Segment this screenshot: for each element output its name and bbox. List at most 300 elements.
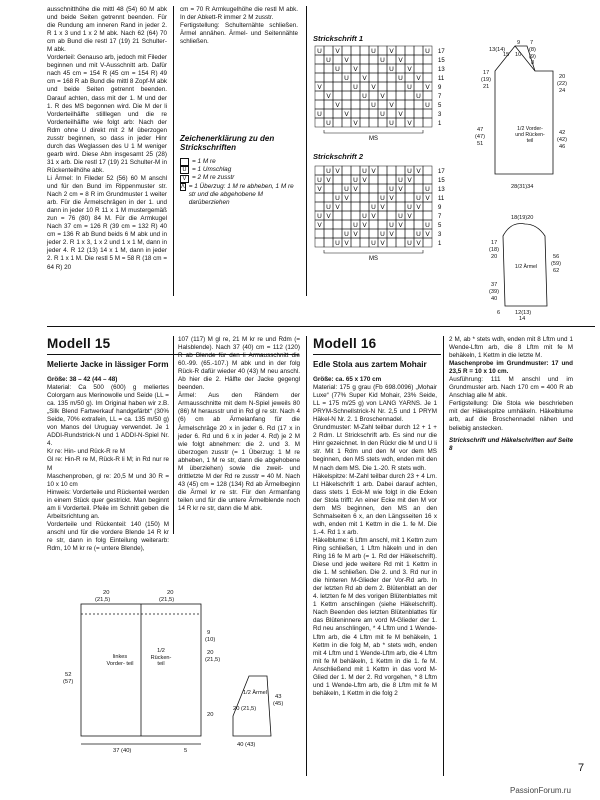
row-number: 7 [438, 214, 442, 220]
stitch-symbol: U [407, 240, 412, 247]
stitch-symbol: V [362, 75, 367, 82]
chart-cell [324, 64, 333, 73]
k2tog-symbol-icon: V [180, 175, 189, 183]
chart-cell [351, 55, 360, 64]
chart-cell [333, 184, 342, 193]
paragraph: Grundmuster: M-Zahl teilbar durch 12 + 1 + 2 Rdm. Lt Strickschrift arb. Es sind nur die Hinr gezeichnet. In den Rückr die M und U li str. Mit 1 Rdm und den M vor dem MS beginnen, den MS stets wdh, enden mit den M nach dem MS. Die 1.-20. R stets wdh. [313, 424, 437, 472]
repeat-label: MS [369, 256, 378, 262]
front-back-label: 1/2 Vorder- und Rücken- teil [515, 126, 545, 144]
stitch-symbol: U [326, 204, 331, 211]
svg-text:9: 9 [517, 40, 521, 46]
stitch-symbol: V [425, 195, 430, 202]
chart1-title: Strickschrift 1 [313, 34, 364, 43]
svg-text:7: 7 [530, 40, 534, 46]
chart-cell [360, 55, 369, 64]
chart-cell [333, 73, 342, 82]
stitch-symbol: U [425, 48, 430, 55]
chart-cell [315, 100, 324, 109]
chart-cell [342, 91, 351, 100]
chart-cell [423, 55, 432, 64]
footer-watermark: PassionForum.ru [510, 786, 571, 795]
paragraph: Häkelspitze: M-Zahl teilbar durch 23 + 4 Lm. Lt Häkelschrift 1 arb. Dabei darauf achten, dass stets 1 Eck-M wie folgt in die Ecken der Stola trifft: An einer Ecke mit den M vor dem MS beginnen, den MS an den Schmalseiten 6 x, an den Längsseiten 16 x wdh, enden mit 1 Kettm in die 1. fe M. Die 1.-4. Rd 1 x arb. [313, 472, 437, 536]
stitch-symbol: V [371, 213, 376, 220]
sleeve-label: 1/2 Ärmel [243, 690, 267, 696]
stitch-symbol: V [389, 195, 394, 202]
chart-cell [351, 211, 360, 220]
stitch-symbol: U [416, 231, 421, 238]
chart-cell [414, 82, 423, 91]
chart-cell [360, 238, 369, 247]
chart-cell [369, 229, 378, 238]
knitting-chart-1 [313, 44, 453, 142]
svg-text:46: 46 [559, 144, 566, 150]
stitch-symbol: V [380, 240, 385, 247]
chart-cell [315, 202, 324, 211]
reference-note: Strickschrift und Häkelschriften auf Seite 8 [449, 436, 573, 452]
stitch-symbol: V [407, 120, 412, 127]
paragraph: Material: Ca 500 (600) g meliertes Colorgarn aus Merinowolle und Seide (LL = ca. 135 m/50 g). Im Original haben wir z.B. „Silk Blend Fartwerkauf handgefärbt“ (30% Seide, 70% extrafein, LL = ca. 135 m/50 g) von Manos del Uruguay verwendet. Je 1 ADDI-Rundstrick-N und 1 ADDI-N-Spiel Nr. 4. [47, 384, 169, 448]
svg-text:(21,5): (21,5) [205, 657, 221, 663]
svg-text:(47): (47) [475, 134, 485, 140]
chart-cell [423, 175, 432, 184]
paragraph: Maschenproben, gl re: 20,5 M und 30 R = 10 x 10 cm [47, 472, 169, 488]
chart-cell [324, 73, 333, 82]
top-text-col1 [47, 6, 167, 272]
stitch-symbol: V [335, 102, 340, 109]
chart-cell [396, 166, 405, 175]
stitch-symbol: U [380, 57, 385, 64]
top-text-col2 [180, 6, 298, 46]
stitch-symbol: V [317, 222, 322, 229]
chart-cell [369, 109, 378, 118]
svg-text:(8): (8) [529, 47, 536, 53]
svg-text:5: 5 [184, 748, 188, 754]
chart-cell [423, 91, 432, 100]
row-number: 9 [438, 85, 442, 91]
chart-cell [405, 91, 414, 100]
chart-cell [351, 73, 360, 82]
stitch-symbol: U [398, 177, 403, 184]
chart-cell [405, 193, 414, 202]
svg-text:8: 8 [531, 60, 535, 66]
row-number: 5 [438, 223, 442, 229]
paragraph: Vorderteil: Genauso arb, jedoch mit Fileder beginnen und mit V-Ausschnitt arb. Dafür nach 45 cm = 154 R (45 cm = 154 R) 49 cm = 168 R ab Bund die mittl 8 Zopf-M abk und beide Seiten getrennt beenden. Darauf achten, dass mit der 1. M und der 1. R des MS begonnen wird. Die M der li Vorderteilhälfte stilllegen und die re Vorderteilhälfte wie folgt arb: Nach der Rdm ohne U direkt mit 2 M überzogen zusstr beginnen, so dass in jeder Hinr durch das Weglassen des U 1 M weniger gearb wird. Diese Abn insgesamt 25 (28) 31 x arb. Die restl 17 (19) 21 Schulter-M in Rückenteilhöhe abk. [47, 54, 167, 174]
paragraph: ausschnitthöhe die mittl 48 (54) 60 M abk und beide Seiten getrennt beenden. Für die Rundung am inneren Rand in jeder 2. R 1 x 3 und 1 x 2 M abk. Nach 62 (64) 70 cm ab Bund die restl 17 (19) 21 Schulter-M abk. [47, 6, 167, 54]
chart-cell [351, 109, 360, 118]
chart-cell [369, 55, 378, 64]
chart-cell [369, 175, 378, 184]
chart-cell [396, 202, 405, 211]
stitch-symbol: U [389, 186, 394, 193]
stitch-symbol: U [407, 168, 412, 175]
chart-cell [405, 184, 414, 193]
stitch-symbol: V [416, 240, 421, 247]
chart-cell [378, 100, 387, 109]
chart-cell [405, 109, 414, 118]
chart-cell [324, 109, 333, 118]
stitch-symbol: V [353, 66, 358, 73]
stitch-symbol: U [326, 168, 331, 175]
chart-cell [342, 82, 351, 91]
chart-cell [378, 73, 387, 82]
legend-title: Zeichenerklärung zu den Strickschriften [180, 134, 275, 152]
chart-cell [414, 184, 423, 193]
row-number: 1 [438, 241, 442, 247]
svg-text:28(31)34: 28(31)34 [511, 184, 534, 190]
svg-text:62: 62 [553, 268, 560, 274]
skpo-symbol-icon: Ʌ [181, 183, 185, 190]
repeat-label: MS [369, 136, 378, 142]
chart-cell [378, 64, 387, 73]
chart-cell [414, 64, 423, 73]
stitch-symbol: U [362, 168, 367, 175]
svg-text:20: 20 [167, 590, 174, 596]
svg-text:37: 37 [491, 282, 498, 288]
chart-cell [333, 91, 342, 100]
chart-cell [396, 193, 405, 202]
legend-item: V = 2 M re zusstr [180, 174, 302, 182]
stitch-symbol: V [407, 177, 412, 184]
svg-text:(39): (39) [489, 289, 499, 295]
svg-text:6: 6 [497, 310, 501, 316]
chart-cell [342, 64, 351, 73]
stitch-symbol: U [425, 186, 430, 193]
chart-cell [324, 238, 333, 247]
stitch-symbol: V [398, 186, 403, 193]
stitch-symbol: U [371, 204, 376, 211]
chart-cell [342, 118, 351, 127]
front-label: linkes Vorder- teil [106, 654, 134, 667]
chart-cell [333, 82, 342, 91]
stitch-symbol: V [389, 231, 394, 238]
chart-cell [324, 193, 333, 202]
chart-cell [324, 184, 333, 193]
stitch-symbol: U [317, 213, 322, 220]
chart-cell [360, 64, 369, 73]
chart-cell [396, 100, 405, 109]
sleeve-label: 1/2 Ärmel [514, 264, 538, 270]
svg-text:56: 56 [553, 254, 560, 260]
paragraph: Hinweis: Vorderteile und Rückenteil werden in einem Stück quer gestrickt. Man beginnt am li Vorderteil. Pfeile im Schnitt geben die Arbeitsrichtung an. [47, 488, 169, 520]
chart-cell [351, 238, 360, 247]
chart-cell [369, 64, 378, 73]
chart-cell [414, 220, 423, 229]
stitch-symbol: U [389, 222, 394, 229]
paragraph: Ausführung: 111 M anschl und im Grundmuster arb. Nach 170 cm = 400 R ab Anschlag alle M abk. [449, 376, 573, 400]
chart-cell [315, 55, 324, 64]
stitch-symbol: V [380, 93, 385, 100]
svg-text:51: 51 [477, 141, 484, 147]
paragraph: Kr re: Hin- und Rück-R re M [47, 448, 126, 456]
paragraph: Ärmel: Aus den Rändern der Armausschnitte mit dem N-Spiel jeweils 80 (86) M herausstr und in Rd gl re str. Nach 4 (6) cm ab Ärmelanfang für die Ärmelschräge 20 x in jeder 6. Rd (17 x in jeder 6. Rd und 6 x in jeder 4. Rd) je 2 M wie folgt abnehmen: die 2. und 3. M überzogen zusstr (= 1 Überzug: 1 M re abheben, 1 M re str, dann die abgehobene M überziehen) sowie die zweit- und drittletzte M der Rd re zusstr = 40 M. Nach 43 (45) cm = 128 (134) Rd ab Ärmelbeginn die Ärmel kr re str. Für den Armanfang teilen und für die untere Ärmelblende noch 14 R kr re str, dann die M abk. [178, 392, 300, 512]
stitch-symbol: V [344, 195, 349, 202]
stitch-symbol: V [398, 57, 403, 64]
svg-text:(21,5): (21,5) [159, 597, 175, 603]
stitch-symbol: U [344, 186, 349, 193]
svg-text:(19): (19) [481, 77, 491, 83]
modell15-col1 [47, 376, 169, 553]
svg-text:12(13): 12(13) [515, 310, 532, 316]
stitch-symbol: V [371, 168, 376, 175]
stitch-symbol: U [335, 240, 340, 247]
chart-cell [315, 118, 324, 127]
chart-cell [333, 55, 342, 64]
paragraph: Maschenprobe im Grundmuster: 17 und 23,5 R = 10 x 10 cm. [449, 360, 573, 376]
svg-text:21: 21 [483, 84, 490, 90]
chart-cell [423, 109, 432, 118]
repeat-bracket [324, 250, 423, 253]
stitch-symbol: U [353, 222, 358, 229]
chart-cell [414, 100, 423, 109]
paragraph: Fertigstellung: Schulternähte schließen. Ärmel annähen. Ärmel- und Seitennähte schließen. [180, 22, 298, 46]
chart-cell [405, 73, 414, 82]
stitch-symbol: U [371, 48, 376, 55]
svg-text:(9): (9) [529, 54, 536, 60]
svg-text:(21,5): (21,5) [95, 597, 111, 603]
stitch-symbol: V [407, 66, 412, 73]
chart-cell [333, 211, 342, 220]
chart-cell [396, 118, 405, 127]
modell15-title: Modell 15 [47, 336, 111, 351]
sweater-schematic [455, 6, 595, 321]
chart-cell [405, 220, 414, 229]
legend-item: Ʌ = 1 Überzug: 1 M re abheben, 1 M re str und die abgehobene M darüberziehen [181, 182, 294, 207]
chart-cell [360, 118, 369, 127]
chart-cell [324, 229, 333, 238]
stitch-symbol: V [398, 222, 403, 229]
chart-cell [396, 229, 405, 238]
chart-cell [387, 73, 396, 82]
row-number: 17 [438, 49, 445, 55]
page-number: 7 [578, 762, 585, 774]
row-number: 11 [438, 196, 445, 202]
chart-cell [315, 64, 324, 73]
chart-cell [378, 82, 387, 91]
svg-text:14: 14 [519, 316, 526, 322]
chart-cell [324, 82, 333, 91]
legend-item: U = 1 Umschlag [180, 166, 302, 174]
chart-cell [414, 46, 423, 55]
stitch-symbol: U [389, 120, 394, 127]
stitch-symbol: V [425, 231, 430, 238]
svg-text:(57): (57) [63, 679, 74, 685]
yarn-over-symbol-icon: U [180, 166, 189, 174]
svg-text:37 (40): 37 (40) [113, 748, 132, 754]
chart-cell [396, 238, 405, 247]
stitch-symbol: U [425, 102, 430, 109]
stitch-symbol: U [344, 75, 349, 82]
chart-cell [351, 91, 360, 100]
chart-cell [369, 184, 378, 193]
chart-cell [315, 193, 324, 202]
chart-cell [342, 166, 351, 175]
stitch-symbol: U [380, 195, 385, 202]
chart-cell [342, 100, 351, 109]
svg-text:(59): (59) [551, 261, 561, 267]
chart-cell [423, 202, 432, 211]
chart-cell [378, 46, 387, 55]
stitch-symbol: U [344, 231, 349, 238]
legend [180, 158, 302, 207]
paragraph: 2 M, ab * stets wdh, enden mit 8 Lftm und 1 Wende-Lftm arb, die 8 Lftm mit fe M behäkeln, 1 Kettm in die letzte M. [449, 336, 573, 360]
stitch-symbol: V [335, 48, 340, 55]
svg-text:52: 52 [65, 672, 72, 678]
paragraph: cm = 70 R Armkugelhöhe die restl M abk. In der Abkett-R immer 2 M zusstr. [180, 6, 298, 22]
svg-text:(18): (18) [489, 247, 499, 253]
stitch-symbol: V [371, 84, 376, 91]
chart-cell [342, 211, 351, 220]
stitch-symbol: U [416, 93, 421, 100]
jacket-schematic [47, 586, 299, 756]
svg-text:20: 20 [207, 650, 214, 656]
stitch-symbol: U [398, 213, 403, 220]
stitch-symbol: V [425, 84, 430, 91]
svg-text:47: 47 [477, 127, 484, 133]
chart-cell [414, 118, 423, 127]
stitch-symbol: U [326, 120, 331, 127]
chart2-title: Strickschrift 2 [313, 152, 364, 161]
knit-symbol-icon [180, 158, 189, 166]
chart-cell [378, 220, 387, 229]
chart-cell [369, 220, 378, 229]
stitch-symbol: V [344, 111, 349, 118]
paragraph: Material: 175 g grau (Fb 698.0096) „Mohair Luxe“ (77% Super Kid Mohair, 23% Seide, LL = 175 m/25 g) von LANG YARNS. Je 1 PRYM-Schnellstrick-N Nr. 2,5 und 1 PRYM Häkel-N Nr. 2. 1 Broschennadel. [313, 384, 437, 424]
chart-cell [387, 175, 396, 184]
modell16-col1 [313, 376, 437, 698]
chart-cell [387, 238, 396, 247]
chart-cell [360, 46, 369, 55]
chart-cell [423, 166, 432, 175]
paragraph: Vorderteile und Rückenteil: 140 (150) M anschl und für die vordere Blende 14 R kr re str, dann in folg Einteilung weiterarb: Rdm, 10 M kr re (= untere Blende), [47, 520, 169, 552]
stitch-symbol: U [380, 231, 385, 238]
stitch-symbol: U [407, 204, 412, 211]
paragraph: Gl re: Hin-R re M, Rück-R li M; in Rd nur re M [47, 456, 169, 472]
chart-cell [378, 211, 387, 220]
chart-cell [369, 91, 378, 100]
row-number: 5 [438, 103, 442, 109]
chart-cell [369, 73, 378, 82]
chart-cell [414, 55, 423, 64]
chart-cell [405, 100, 414, 109]
chart-cell [333, 220, 342, 229]
chart-cell [351, 193, 360, 202]
paragraph: 107 (117) M gl re, 21 M kr re und Rdm (= Halsblende). Nach 37 (40) cm = 112 (120) R ab Blende für den li Armausschnitt die 60.-99. (65.-107.) M abk und in der folg Rück-R dafür wieder 40 (43) M neu anschl. Ab hier die 2. Hälfte der Jacke gegengl beenden. [178, 336, 300, 392]
stitch-symbol: V [407, 213, 412, 220]
chart-cell [405, 46, 414, 55]
svg-text:24: 24 [559, 88, 566, 94]
stitch-symbol: V [344, 57, 349, 64]
chart-cell [360, 82, 369, 91]
row-number: 3 [438, 232, 442, 238]
chart-cell [360, 229, 369, 238]
stitch-symbol: U [380, 111, 385, 118]
knitting-chart-2 [313, 164, 453, 262]
svg-text:(45): (45) [273, 701, 284, 707]
stitch-symbol: V [317, 186, 322, 193]
stitch-symbol: U [317, 48, 322, 55]
svg-text:15: 15 [503, 52, 510, 58]
chart-cell [396, 82, 405, 91]
chart-cell [423, 64, 432, 73]
legend-item: = 1 M re [180, 158, 302, 166]
chart-cell [378, 118, 387, 127]
chart-cell [342, 175, 351, 184]
stitch-symbol: V [317, 84, 322, 91]
chart-cell [315, 229, 324, 238]
svg-text:20: 20 [559, 74, 566, 80]
chart-cell [351, 46, 360, 55]
chart-cell [315, 166, 324, 175]
stitch-symbol: U [335, 66, 340, 73]
stitch-symbol: V [389, 48, 394, 55]
chart-cell [342, 46, 351, 55]
svg-text:(42): (42) [557, 137, 567, 143]
chart-cell [387, 202, 396, 211]
chart-cell [378, 166, 387, 175]
row-number: 1 [438, 121, 442, 127]
chart-cell [324, 220, 333, 229]
modell16-col2 [449, 336, 573, 453]
row-number: 17 [438, 169, 445, 175]
stitch-symbol: U [362, 93, 367, 100]
svg-text:10: 10 [515, 52, 522, 58]
stitch-symbol: U [371, 240, 376, 247]
row-number: 15 [438, 58, 445, 64]
stitch-symbol: V [335, 204, 340, 211]
row-number: 13 [438, 187, 445, 193]
chart-cell [387, 55, 396, 64]
chart-cell [324, 46, 333, 55]
chart-cell [315, 91, 324, 100]
stitch-symbol: U [398, 75, 403, 82]
chart-cell [351, 166, 360, 175]
chart-cell [414, 109, 423, 118]
row-number: 13 [438, 67, 445, 73]
stitch-symbol: V [353, 231, 358, 238]
svg-text:20 (21,5): 20 (21,5) [233, 706, 257, 712]
stitch-symbol: V [416, 204, 421, 211]
svg-text:18(19)20: 18(19)20 [511, 215, 534, 221]
chart-cell [360, 202, 369, 211]
stitch-symbol: V [335, 168, 340, 175]
row-number: 7 [438, 94, 442, 100]
chart-cell [369, 193, 378, 202]
chart-cell [369, 118, 378, 127]
chart-cell [423, 238, 432, 247]
chart-cell [333, 118, 342, 127]
stitch-symbol: V [362, 222, 367, 229]
stitch-symbol: U [389, 66, 394, 73]
chart-cell [324, 100, 333, 109]
repeat-bracket [324, 130, 423, 133]
chart-cell [342, 202, 351, 211]
chart-cell [315, 238, 324, 247]
chart-cell [360, 184, 369, 193]
chart-cell [423, 211, 432, 220]
chart-cell [333, 175, 342, 184]
svg-text:43: 43 [275, 694, 282, 700]
row-number: 9 [438, 205, 442, 211]
chart-cell [378, 184, 387, 193]
chart-cell [423, 118, 432, 127]
back-label: 1/2 Rücken- teil [150, 648, 172, 667]
stitch-symbol: U [317, 111, 322, 118]
svg-text:40 (43): 40 (43) [237, 742, 256, 748]
chart-cell [396, 46, 405, 55]
chart-cell [405, 229, 414, 238]
chart-cell [387, 166, 396, 175]
stitch-symbol: V [398, 111, 403, 118]
